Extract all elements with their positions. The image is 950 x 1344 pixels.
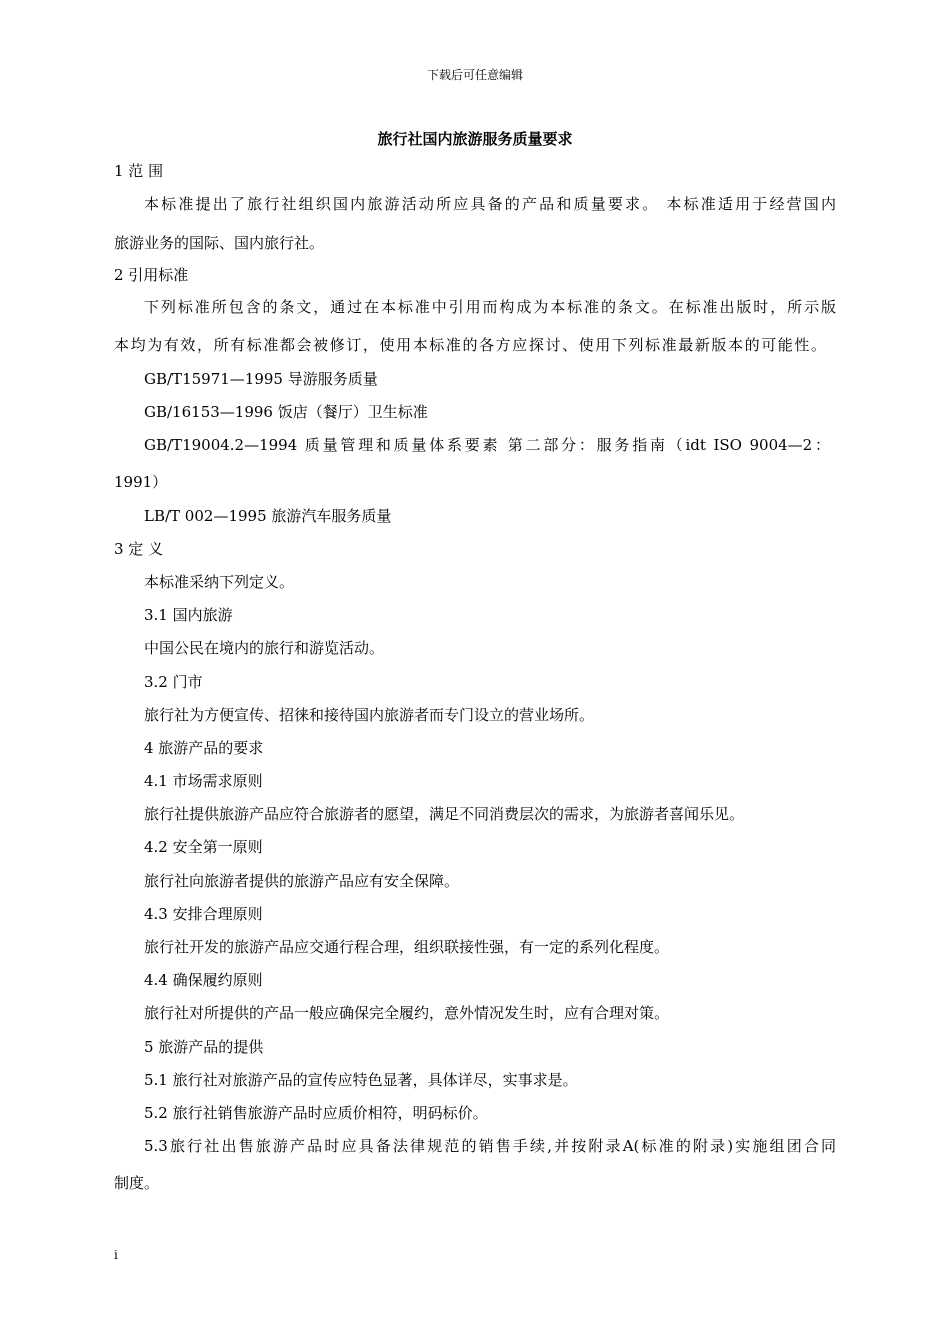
subsection-heading: 3.2 门市 — [144, 673, 203, 691]
paragraph-line: 旅行社向旅游者提供的旅游产品应有安全保障。 — [144, 872, 460, 890]
reference-item: GB/T19004.2—1994 质量管理和质量体系要素 第二部分：服务指南（idt ISO 9004—2： — [144, 436, 830, 454]
section-heading: 2 引用标准 — [114, 266, 189, 284]
paragraph-line: 制度。 — [114, 1174, 160, 1192]
reference-item: GB/T15971—1995 导游服务质量 — [144, 370, 378, 388]
paragraph-line: 5.2 旅行社销售旅游产品时应质价相符，明码标价。 — [144, 1104, 488, 1122]
subsection-heading: 4.2 安全第一原则 — [144, 838, 263, 856]
paragraph-line: 本标准采纳下列定义。 — [144, 573, 295, 591]
subsection-heading: 4.3 安排合理原则 — [144, 905, 263, 923]
page-header: 下载后可任意编辑 — [426, 68, 523, 82]
section-heading: 5 旅游产品的提供 — [144, 1038, 264, 1056]
paragraph-line: 5.1 旅行社对旅游产品的宣传应特色显著，具体详尽，实事求是。 — [144, 1071, 578, 1089]
section-heading: 3 定 义 — [114, 540, 164, 558]
paragraph-line: 本标准提出了旅行社组织国内旅游活动所应具备的产品和质量要求。 本标准适用于经营国内 — [144, 195, 836, 213]
paragraph-line: 旅行社为方便宣传、招徕和接待国内旅游者而专门设立的营业场所。 — [144, 706, 595, 724]
subsection-heading: 4.1 市场需求原则 — [144, 772, 263, 790]
paragraph-line: 旅行社对所提供的产品一般应确保完全履约，意外情况发生时，应有合理对策。 — [144, 1004, 670, 1022]
paragraph-line: 本均为有效，所有标准都会被修订，使用本标准的各方应探讨、使用下列标准最新版本的可能性。 — [114, 336, 826, 354]
paragraph-line: 5.3旅行社出售旅游产品时应具备法律规范的销售手续,并按附录A(标准的附录)实施组团合同 — [144, 1137, 836, 1155]
reference-item: LB/T 002—1995 旅游汽车服务质量 — [144, 507, 392, 525]
paragraph-line: 旅行社开发的旅游产品应交通行程合理，组织联接性强，有一定的系列化程度。 — [144, 938, 670, 956]
paragraph-line: 下列标准所包含的条文，通过在本标准中引用而构成为本标准的条文。在标准出版时，所示版 — [144, 298, 836, 316]
paragraph-line: 旅游业务的国际、国内旅行社。 — [114, 234, 325, 252]
subsection-heading: 4.4 确保履约原则 — [144, 971, 263, 989]
reference-item: GB/16153—1996 饭店（餐厅）卫生标准 — [144, 403, 428, 421]
paragraph-line: 旅行社提供旅游产品应符合旅游者的愿望，满足不同消费层次的需求，为旅游者喜闻乐见。 — [144, 805, 745, 823]
reference-item: 1991） — [114, 473, 168, 491]
page-number: i — [114, 1248, 118, 1262]
document-title: 旅行社国内旅游服务质量要求 — [377, 130, 573, 148]
section-heading: 4 旅游产品的要求 — [144, 739, 264, 757]
paragraph-line: 中国公民在境内的旅行和游览活动。 — [144, 639, 385, 657]
section-heading: 1 范 围 — [114, 162, 164, 180]
subsection-heading: 3.1 国内旅游 — [144, 606, 233, 624]
